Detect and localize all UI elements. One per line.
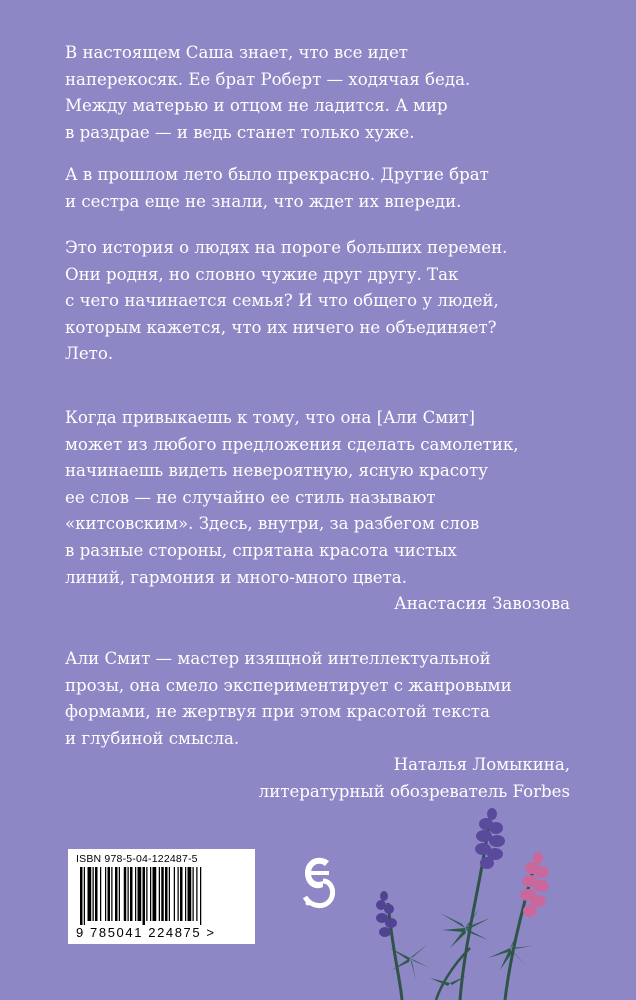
barcode-bar — [188, 867, 192, 921]
paragraph-text: В настоящем Саша знает, что все идет наперекосяк. Ее брат Роберт — ходячая беда. Между матерью и отцом не ладится. А мир в раздрае — и ведь станет только хуже. — [65, 43, 471, 142]
barcode-bar — [180, 867, 183, 921]
barcode-bar — [115, 867, 118, 921]
barcode-bar — [93, 867, 94, 921]
barcode-bar — [124, 867, 127, 921]
barcode-bar — [150, 867, 151, 921]
barcode-bar — [105, 867, 106, 921]
barcode-bar — [119, 867, 120, 921]
quote-text: Али Смит — мастер изящной интеллектуальной прозы, она смело экспериментирует с жанровыми формами, не жертвуя при этом красотой текста и глубиной смысла. — [65, 649, 512, 748]
barcode-bar — [178, 867, 179, 921]
barcode — [68, 849, 255, 944]
barcode-bar — [161, 867, 164, 921]
paragraph-text: А в прошлом лето было прекрасно. Другие брат и сестра еще не знали, что ждет их впереди. — [65, 165, 489, 211]
quote-text: Когда привыкаешь к тому, что она [Али Смит] может из любого предложения сделать самолетик, начинаешь видеть невероятную, ясную красоту ее слов — не случайно ее стиль называют «китсовским». Здесь, внутри, за разбегом слов в разные стороны, спрятана красота чистых линий, гармония и много-много цвета. — [65, 408, 519, 587]
description-paragraph-3 — [65, 235, 570, 368]
barcode-bar — [108, 867, 111, 921]
barcode-number: 9 785041 224875 > — [76, 925, 216, 940]
barcode-bar — [169, 867, 170, 921]
barcode-bar — [185, 867, 186, 921]
barcode-bar — [200, 867, 201, 925]
review-quote-1 — [65, 405, 570, 618]
quote-author: Наталья Ломыкина, литературный обозреватель Forbes — [258, 755, 570, 801]
barcode-bar — [80, 867, 83, 925]
barcode-bar — [130, 867, 133, 921]
lupine-flowers-illustration — [370, 808, 570, 1000]
barcode-bar — [193, 867, 194, 921]
barcode-bar — [196, 867, 197, 921]
barcode-bar — [146, 867, 147, 921]
barcode-bar — [174, 867, 175, 921]
barcode-bars — [78, 867, 246, 925]
barcode-bar — [128, 867, 129, 921]
barcode-bar — [84, 867, 85, 925]
paragraph-text: Это история о людях на пороге больших перемен. Они родня, но словно чужие друг другу. Так с чего начинается семья? И что общего у людей, которым кажется, что их ничего не объединяет? Лето. — [65, 238, 508, 364]
isbn-label: ISBN 978-5-04-122487-5 — [76, 853, 198, 865]
barcode-bar — [135, 867, 136, 921]
description-paragraph-2 — [65, 162, 570, 215]
barcode-bar — [165, 867, 168, 921]
barcode-bar — [95, 867, 98, 921]
barcode-bar — [159, 867, 160, 921]
barcode-bar — [88, 867, 92, 921]
review-quote-2 — [65, 646, 570, 806]
barcode-bar — [143, 867, 146, 925]
quote-author: Анастасия Завозова — [394, 594, 570, 614]
barcode-bar — [100, 867, 101, 921]
barcode-bar — [138, 867, 142, 921]
barcode-bar — [111, 867, 112, 921]
barcode-bar — [153, 867, 157, 921]
description-paragraph-1 — [65, 40, 570, 146]
publisher-logo-icon — [301, 851, 335, 913]
